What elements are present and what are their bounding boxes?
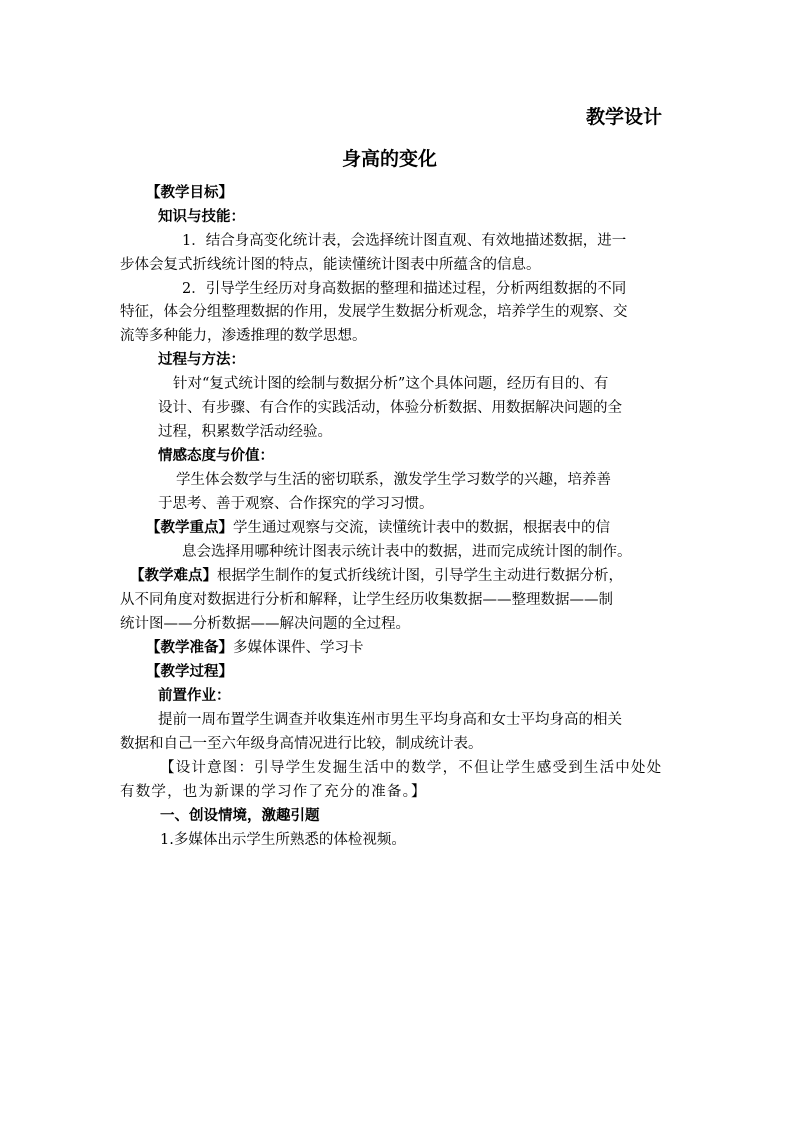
knowledge-p2-line1: 2．引导学生经历对身高数据的整理和描述过程，分析两组数据的不同 [182,281,627,297]
attitude-line2: 于思考、善于观察、合作探究的学习习惯。 [158,496,434,512]
process-line2: 设计、有步骤、有合作的实践活动，体验分析数据、用数据解决问题的全 [158,400,622,416]
key-points-line1 [146,517,610,539]
prework-heading: 前置作业： [158,687,231,704]
design-intent-line1: 【设计意图：引导学生发掘生活中的数学，不但让学生感受到生活中处处 [160,760,663,776]
knowledge-heading: 知识与技能： [158,208,245,225]
section1-heading: 一、创设情境，激趣引题 [160,807,320,824]
knowledge-p1-line2: 步体会复式折线统计图的特点，能读懂统计图表中所蕴含的信息。 [120,257,541,273]
key-points-text: 学生通过观察与交流，读懂统计表中的数据，根据表中的信 [233,520,610,536]
preparation-text: 多媒体课件、学习卡 [233,640,364,656]
section1-item1: 1.多媒体出示学生所熟悉的体检视频。 [160,832,406,848]
prework-line1: 提前一周布置学生调查并收集连州市男生平均身高和女士平均身高的相关 [158,712,622,728]
process-line3: 过程，积累数学活动经验。 [158,424,332,440]
knowledge-p2-line3: 流等多种能力，渗透推理的数学思想。 [120,328,367,344]
difficulties-text: 根据学生制作的复式折线统计图，引导学生主动进行数据分析， [217,568,623,584]
prework-line2: 数据和自己一至六年级身高情况进行比较，制成统计表。 [120,736,483,752]
key-points-label: 【教学重点】 [146,519,233,536]
doc-header: 教学设计 [586,106,663,128]
difficulties-line1 [130,565,623,587]
procedure-heading: 【教学过程】 [146,663,233,680]
difficulties-line2: 从不同角度对数据进行分析和解释，让学生经历收集数据——整理数据——制 [120,592,613,608]
design-intent-line2: 有数学，也为新课的学习作了充分的准备。】 [120,784,427,800]
preparation-line [146,637,364,659]
page-title: 身高的变化 [342,148,438,170]
difficulties-line3: 统计图——分析数据——解决问题的全过程。 [120,616,410,632]
attitude-heading: 情感态度与价值： [158,447,274,464]
attitude-line1: 学生体会数学与生活的密切联系，激发学生学习数学的兴趣，培养善 [176,472,611,488]
process-line1: 针对“复式统计图的绘制与数据分析”这个具体问题，经历有目的、有 [173,376,609,392]
key-points-line2: 息会选择用哪种统计图表示统计表中的数据，进而完成统计图的制作。 [182,544,632,560]
difficulties-label: 【教学难点】 [130,567,217,584]
process-heading: 过程与方法： [158,351,245,368]
knowledge-p2-line2: 特征，体会分组整理数据的作用，发展学生数据分析观念，培养学生的观察、交 [120,304,628,320]
preparation-label: 【教学准备】 [146,639,233,656]
knowledge-p1-line1: 1．结合身高变化统计表，会选择统计图直观、有效地描述数据，进一 [182,233,627,249]
goals-heading: 【教学目标】 [146,184,233,201]
